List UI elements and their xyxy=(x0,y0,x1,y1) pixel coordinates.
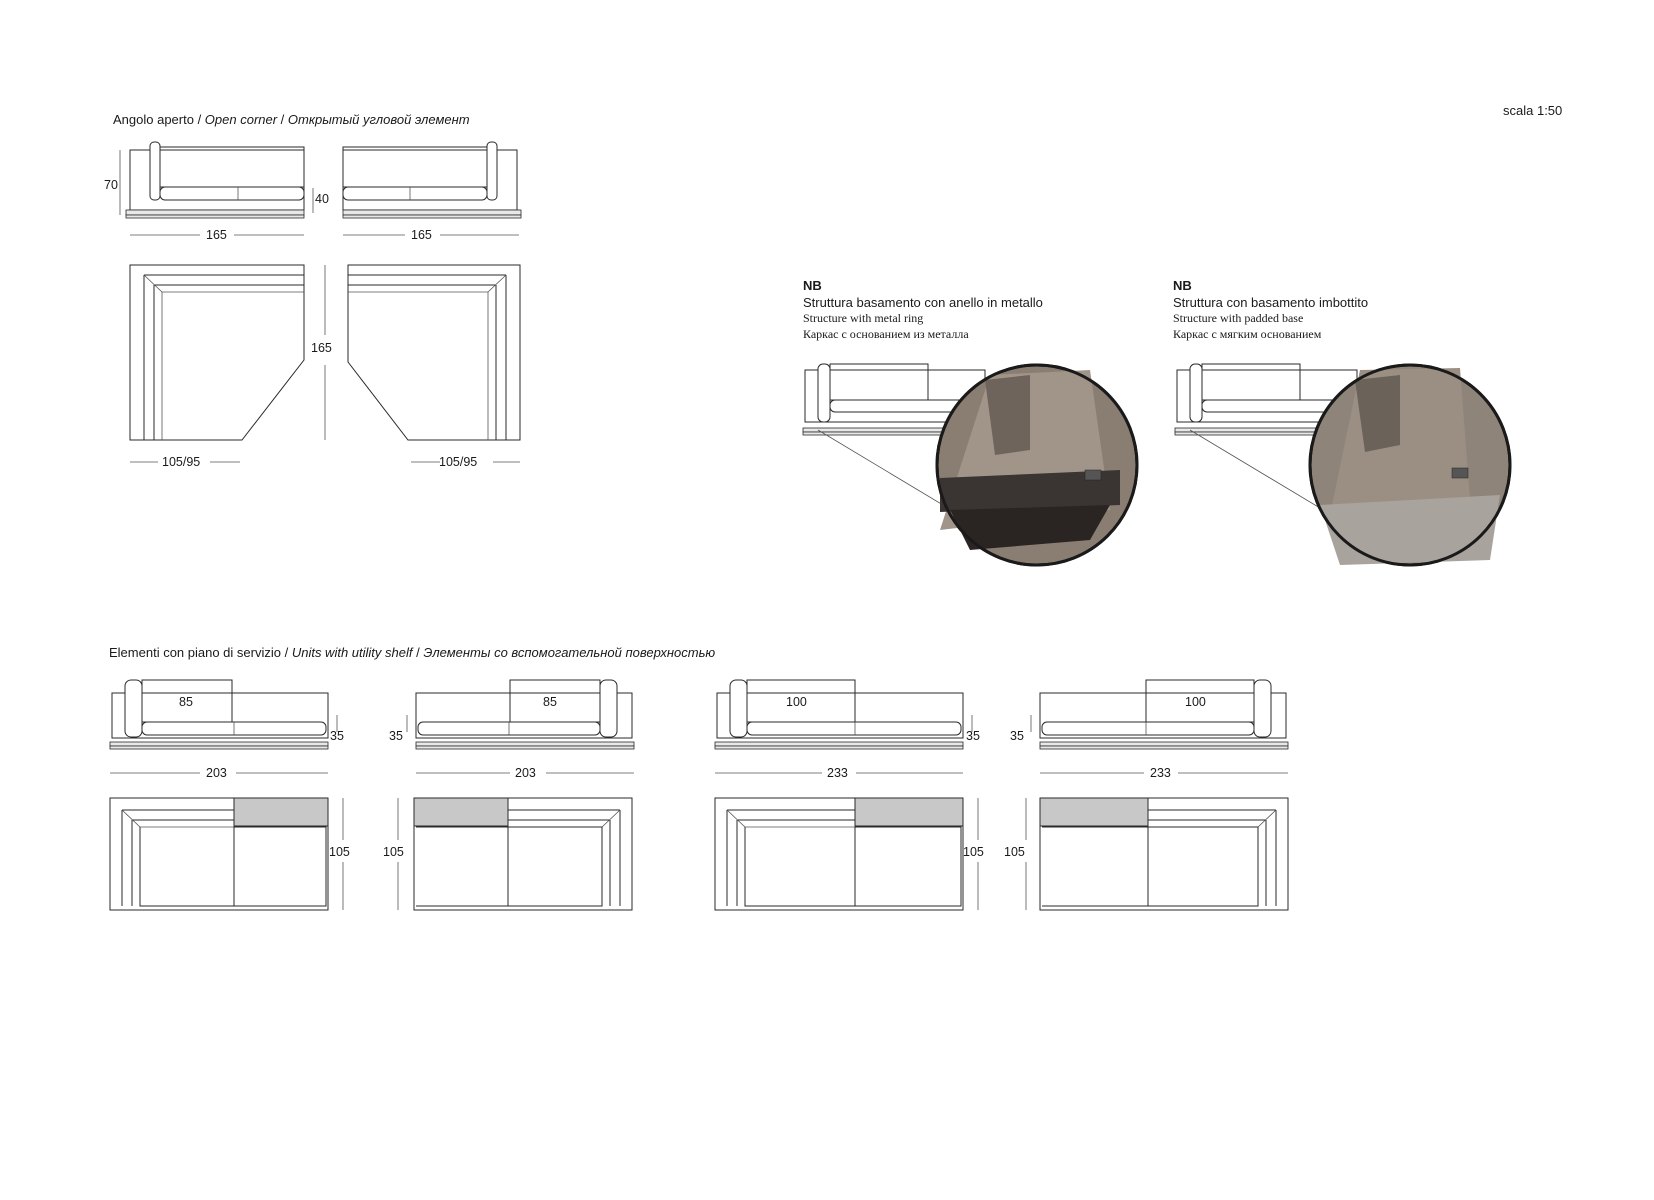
unit-3-height: 35 xyxy=(966,729,980,743)
nb-heading: NB xyxy=(1173,278,1192,293)
nb-note-metal-ring xyxy=(803,278,1043,342)
unit-2-depth: 105 xyxy=(383,845,404,859)
open-corner-right-plan xyxy=(348,265,520,440)
utility-units-title-en: Units with utility shelf xyxy=(291,645,413,660)
open-corner-title-en: Open corner xyxy=(204,112,278,127)
unit-2-width: 203 xyxy=(515,766,536,780)
scale-label: scala 1:50 xyxy=(1503,103,1563,118)
unit-1-width: 203 xyxy=(206,766,227,780)
open-corner-title xyxy=(113,112,470,127)
unit-3-elevation xyxy=(715,680,963,749)
unit-2-height: 35 xyxy=(389,729,403,743)
title-separator: / xyxy=(193,112,205,127)
nb-subtitle-ru: Каркас с мягким основанием xyxy=(1173,327,1322,341)
unit-3-plan xyxy=(715,798,963,910)
open-corner-title-ru: Открытый угловой элемент xyxy=(287,112,470,127)
unit-4-depth: 105 xyxy=(1004,845,1025,859)
nb-heading: NB xyxy=(803,278,822,293)
unit-4-elevation xyxy=(1040,680,1288,749)
unit-4-plan xyxy=(1040,798,1288,910)
dim-height-total: 70 xyxy=(104,178,118,192)
dim-width-right: 165 xyxy=(411,228,432,242)
dim-plan-right: 105/95 xyxy=(439,455,478,469)
nb-detail-metal-ring xyxy=(803,364,1137,565)
utility-units-title-it: Elementi con piano di servizio xyxy=(109,645,281,660)
unit-4-width: 233 xyxy=(1150,766,1171,780)
unit-4-height: 35 xyxy=(1010,729,1024,743)
title-separator: / xyxy=(277,112,288,127)
open-corner-left-plan xyxy=(130,265,304,440)
unit-3-width: 233 xyxy=(827,766,848,780)
unit-3-shelf-width: 100 xyxy=(786,695,807,709)
open-corner-left-elevation xyxy=(120,142,304,218)
unit-2-elevation xyxy=(416,680,634,749)
nb-subtitle-en: Structure with padded base xyxy=(1173,311,1304,325)
unit-1-shelf-width: 85 xyxy=(179,695,193,709)
nb-title: Struttura basamento con anello in metallo xyxy=(803,295,1043,310)
unit-1-depth: 105 xyxy=(329,845,350,859)
unit-4-shelf-width: 100 xyxy=(1185,695,1206,709)
nb-title: Struttura con basamento imbottito xyxy=(1173,295,1369,310)
title-separator: / xyxy=(280,645,292,660)
unit-2-shelf-width: 85 xyxy=(543,695,557,709)
dim-plan-left: 105/95 xyxy=(162,455,201,469)
unit-1-height: 35 xyxy=(330,729,344,743)
utility-units-title-ru: Элементы со вспомогательной поверхностью xyxy=(423,645,716,660)
dim-seat-height: 40 xyxy=(315,192,329,206)
dim-depth: 165 xyxy=(311,341,332,355)
unit-2-plan xyxy=(414,798,632,910)
nb-note-padded-base xyxy=(1173,278,1368,342)
open-corner-right-elevation xyxy=(313,142,521,218)
dim-width-left: 165 xyxy=(206,228,227,242)
unit-1-plan xyxy=(110,798,328,910)
open-corner-title-it: Angolo aperto xyxy=(113,112,194,127)
nb-detail-padded-base xyxy=(1175,364,1510,565)
unit-3-depth: 105 xyxy=(963,845,984,859)
nb-subtitle-ru: Каркас с основанием из металла xyxy=(803,327,969,341)
title-separator: / xyxy=(412,645,424,660)
nb-subtitle-en: Structure with metal ring xyxy=(803,311,924,325)
unit-1-elevation xyxy=(110,680,328,749)
utility-units-title xyxy=(109,645,715,660)
